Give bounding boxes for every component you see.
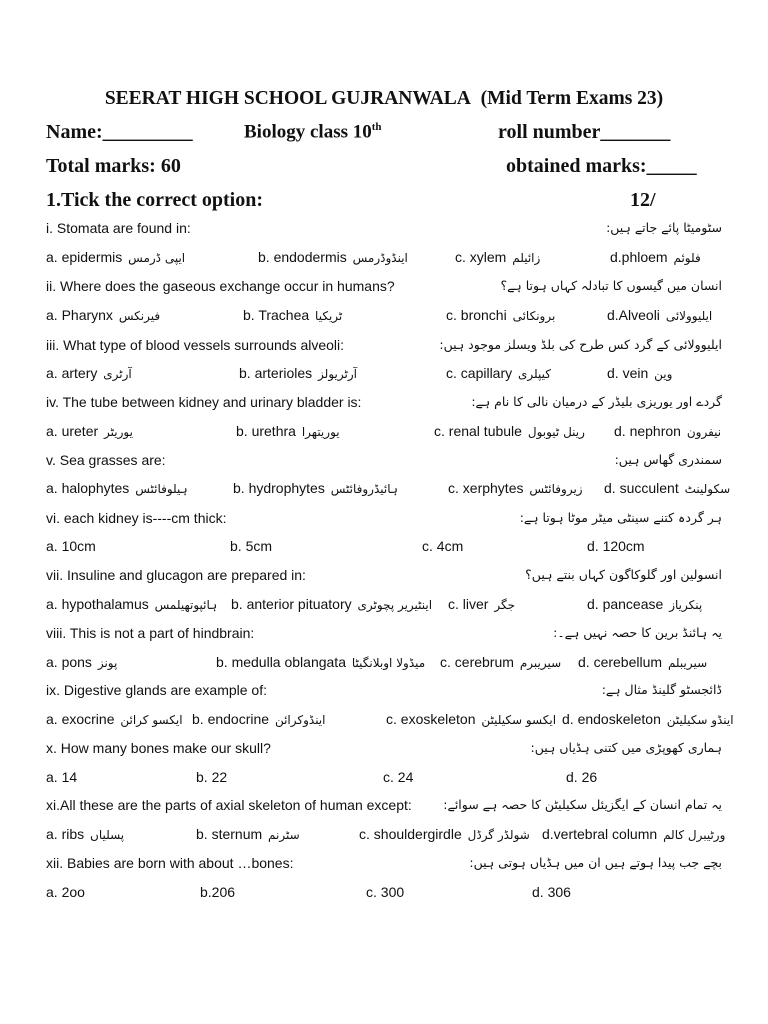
- options-row: [0, 307, 720, 329]
- option-c[interactable]: c. xerphytes زیروفائٹس: [448, 480, 583, 496]
- question-text: vi. each kidney is----cm thick:: [46, 510, 227, 526]
- option-b[interactable]: b. 5cm: [230, 538, 273, 554]
- question-text: viii. This is not a part of hindbrain:: [46, 625, 255, 641]
- option-b[interactable]: b. urethra یوریتھرا: [236, 423, 340, 439]
- option-b[interactable]: b. endodermis اینڈوڈرمس: [258, 249, 408, 265]
- total-marks: Total marks: 60: [46, 155, 181, 177]
- question: [46, 625, 722, 647]
- question: [46, 682, 722, 704]
- question-urdu: ہماری کھوپڑی میں کتنی ہڈیاں ہیں:: [530, 740, 722, 755]
- option-c[interactable]: c. 24: [383, 769, 414, 785]
- question: [46, 510, 722, 532]
- option-d[interactable]: d.phloem فلوئم: [610, 249, 701, 265]
- option-a[interactable]: a. 2oo: [46, 884, 85, 900]
- options-row: [0, 769, 720, 791]
- option-d[interactable]: d. 306: [532, 884, 571, 900]
- option-d[interactable]: d.Alveoli ایلیوولائی: [607, 307, 713, 323]
- option-c[interactable]: c. shouldergirdle شولڈر گرڈل: [359, 826, 530, 842]
- question-text: iii. What type of blood vessels surrounds alveoli:: [46, 337, 345, 353]
- option-a[interactable]: a. ribs پسلیاں: [46, 826, 125, 842]
- question-text: xii. Babies are born with about …bones:: [46, 855, 294, 871]
- option-c[interactable]: c. xylem زائیلم: [455, 249, 541, 265]
- option-d[interactable]: d.vertebral column ورٹیبرل کالم: [542, 826, 726, 842]
- options-row: [0, 480, 731, 502]
- question-urdu: یہ ہائنڈ برین کا حصہ نہیں ہے۔:: [553, 625, 722, 640]
- option-c[interactable]: c. 4cm: [422, 538, 464, 554]
- school-name: SEERAT HIGH SCHOOL GUJRANWALA: [104, 88, 471, 109]
- section-marks: 12/: [630, 189, 656, 211]
- option-c[interactable]: c. bronchi برونکائی: [446, 307, 556, 323]
- options-row: [0, 423, 720, 445]
- section-title: 1.Tick the correct option:: [46, 189, 264, 211]
- question-urdu: ہر گردہ کتنے سینٹی میٹر موٹا ہوتا ہے:: [519, 510, 722, 525]
- question-text: iv. The tube between kidney and urinary bladder is:: [46, 394, 362, 410]
- question-text: xi.All these are the parts of axial skeleton of human except:: [46, 797, 412, 813]
- option-a[interactable]: a. Pharynx فیرنکس: [46, 307, 161, 323]
- question-text: v. Sea grasses are:: [46, 452, 166, 468]
- question-urdu: یہ تمام انسان کے ایگزیئل سکیلیٹن کا حصہ ہے سوائے:: [443, 797, 722, 812]
- option-a[interactable]: a. exocrine ایکسو کرائن: [46, 711, 183, 727]
- option-d[interactable]: d. 26: [566, 769, 598, 785]
- question-urdu: ڈائجسٹو گلینڈ مثال ہے:: [601, 682, 722, 697]
- option-c[interactable]: c. 300: [366, 884, 405, 900]
- question-urdu: انسان میں گیسوں کا تبادلہ کہاں ہوتا ہے؟: [500, 278, 722, 293]
- question-text: ix. Digestive glands are example of:: [46, 682, 267, 698]
- option-b[interactable]: b. hydrophytes ہائیڈروفائٹس: [233, 480, 398, 496]
- question: [46, 452, 722, 474]
- question: [46, 740, 722, 762]
- question: [46, 278, 722, 300]
- obtained-marks: obtained marks:_____: [506, 155, 697, 177]
- question: [46, 567, 722, 589]
- option-a[interactable]: a. epidermis ایپی ڈرمس: [46, 249, 186, 265]
- exam-title: [0, 88, 768, 110]
- options-row: [0, 711, 734, 733]
- question-text: ii. Where does the gaseous exchange occur in humans?: [46, 278, 395, 294]
- option-c[interactable]: c. capillary کیپلری: [446, 365, 551, 381]
- question-urdu: سٹومیٹا پائے جاتے ہیں:: [606, 220, 722, 235]
- options-row: [0, 596, 720, 618]
- question-urdu: سمندری گھاس ہیں:: [614, 452, 722, 467]
- option-b[interactable]: b. medulla oblangata میڈولا اوبلانگیٹا: [216, 654, 426, 670]
- option-a[interactable]: a. artery آرٹری: [46, 365, 132, 381]
- exam-name: (Mid Term Exams 23): [480, 88, 664, 109]
- option-b[interactable]: b. Trachea ٹریکیا: [243, 307, 343, 323]
- option-a[interactable]: a. halophytes ہیلوفائٹس: [46, 480, 188, 496]
- option-c[interactable]: c. liver جگر: [448, 596, 516, 612]
- options-row: [0, 826, 726, 848]
- option-d[interactable]: d. vein وین: [607, 365, 673, 381]
- option-a[interactable]: a. hypothalamus ہائپوتھیلمس: [46, 596, 218, 612]
- question-urdu: گردے اور یوریزی بلیڈر کے درمیان نالی کا نام ہے:: [471, 394, 722, 409]
- option-c[interactable]: c. exoskeleton ایکسو سکیلیٹن: [386, 711, 557, 727]
- roll-number-label: roll number_______: [498, 121, 671, 143]
- option-b[interactable]: b. anterior pituatory اینٹیریر پچوٹری: [231, 596, 433, 612]
- header-row-2: [46, 155, 722, 181]
- question-text: vii. Insuline and glucagon are prepared in:: [46, 567, 306, 583]
- question: [46, 394, 722, 416]
- options-row: [0, 538, 720, 560]
- name-label: Name:_________: [46, 121, 193, 143]
- subject-label: Biology class 10th: [244, 121, 382, 143]
- option-d[interactable]: d. cerebellum سیریبلم: [578, 654, 708, 670]
- option-a[interactable]: a. 14: [46, 769, 78, 785]
- option-a[interactable]: a. ureter یوریٹر: [46, 423, 133, 439]
- section-heading: [46, 189, 722, 215]
- question-urdu: انسولین اور گلوکاگون کہاں بنتے ہیں؟: [525, 567, 722, 582]
- option-b[interactable]: b. sternum سٹرنم: [196, 826, 300, 842]
- question-urdu: ایلیوولائی کے گرد کس طرح کی بلڈ ویسلز موجود ہیں:: [439, 337, 722, 352]
- question-text: x. How many bones make our skull?: [46, 740, 271, 756]
- header-row-1: [46, 121, 722, 147]
- question: [46, 797, 722, 819]
- option-b[interactable]: b. arterioles آرٹریولز: [239, 365, 357, 381]
- option-b[interactable]: b. endocrine اینڈوکرائن: [192, 711, 326, 727]
- question: [46, 855, 722, 877]
- option-b[interactable]: b.206: [200, 884, 236, 900]
- option-c[interactable]: c. cerebrum سیریبرم: [440, 654, 562, 670]
- options-row: [0, 654, 720, 676]
- option-d[interactable]: d. endoskeleton اینڈو سکیلیٹن: [562, 711, 734, 727]
- option-c[interactable]: c. renal tubule رینل ٹیوبول: [434, 423, 585, 439]
- question: [46, 337, 722, 359]
- options-row: [0, 249, 720, 271]
- question-urdu: بچے جب پیدا ہوتے ہیں ان میں ہڈیاں ہوتی ہیں:: [469, 855, 722, 870]
- question-text: i. Stomata are found in:: [46, 220, 191, 236]
- option-d[interactable]: d. succulent سکولینٹ: [604, 480, 731, 496]
- option-d[interactable]: d. 120cm: [587, 538, 645, 554]
- options-row: [0, 365, 720, 387]
- option-a[interactable]: a. 10cm: [46, 538, 96, 554]
- question: [46, 220, 722, 242]
- option-b[interactable]: b. 22: [196, 769, 228, 785]
- options-row: [0, 884, 720, 906]
- option-a[interactable]: a. pons پونز: [46, 654, 118, 670]
- option-d[interactable]: d. nephron نیفرون: [614, 423, 722, 439]
- option-d[interactable]: d. pancease پنکریاز: [587, 596, 703, 612]
